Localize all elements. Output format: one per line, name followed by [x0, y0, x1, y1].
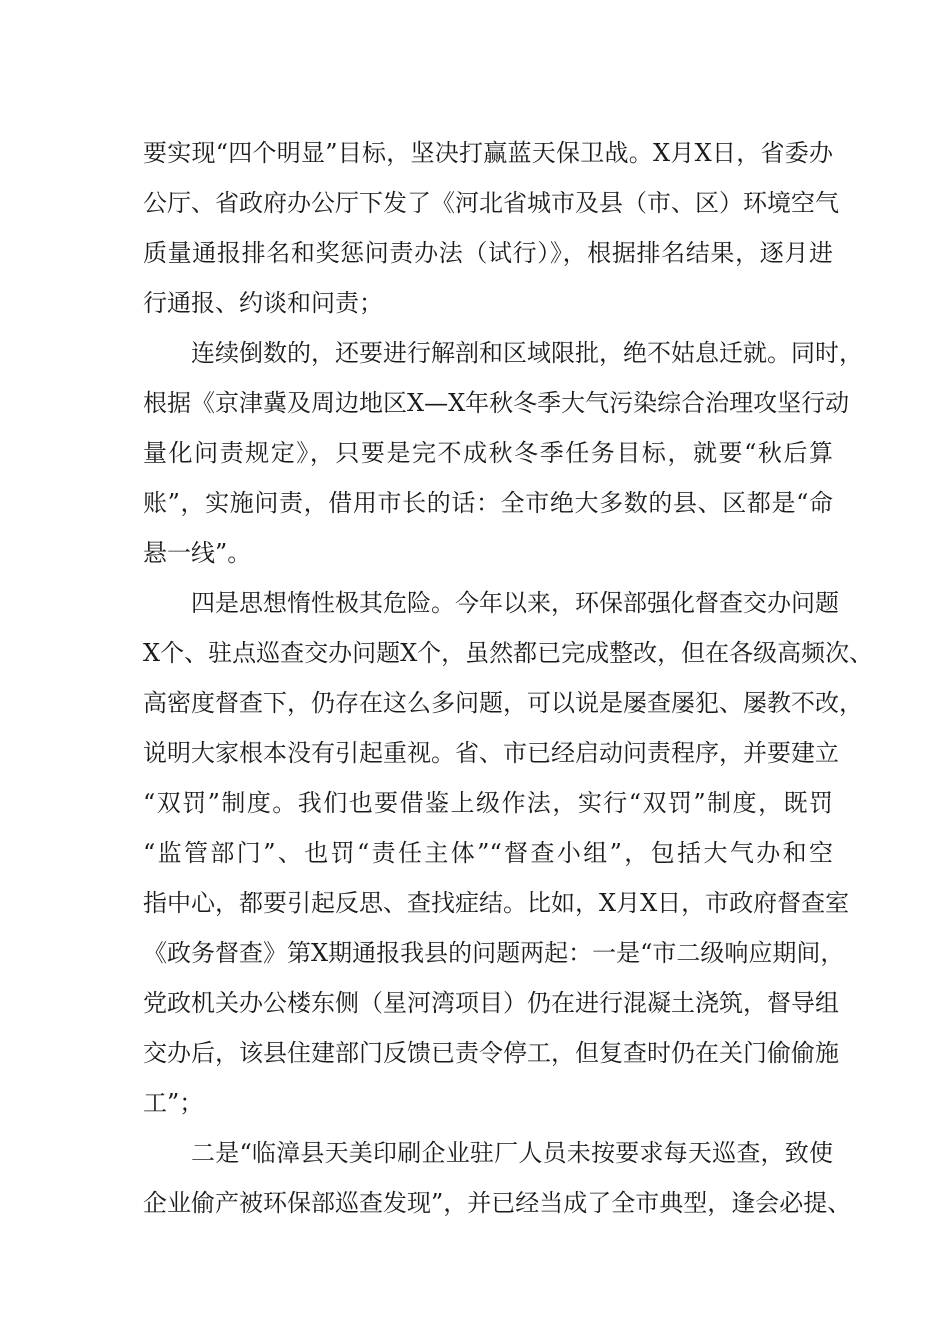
paragraph-3	[143, 578, 874, 1128]
text-line: 悬一线”。	[143, 539, 252, 567]
text-line: 指中心，都要引起反思、查找症结。比如，X月X日，市政府督查室	[143, 889, 850, 917]
text-line: 公厅、省政府办公厅下发了《河北省城市及县（市、区）环境空气	[143, 189, 839, 217]
text-line: “监管部门”、也罚“责任主体”“督查小组”，包括大气办和空	[143, 839, 833, 867]
text-line: 账”，实施问责，借用市长的话：全市绝大多数的县、区都是“命	[143, 489, 833, 517]
paragraph-2	[143, 328, 863, 578]
paragraph-4	[143, 1128, 852, 1228]
text-line: 工”；	[143, 1089, 204, 1117]
text-line: 交办后，该县住建部门反馈已责令停工，但复查时仍在关门偷偷施	[143, 1039, 839, 1067]
paragraph-1	[143, 128, 839, 328]
text-line: 行通报、约谈和问责；	[143, 289, 383, 317]
text-line: 根据《京津冀及周边地区X—X年秋冬季大气污染综合治理攻坚行动	[143, 389, 850, 417]
text-line: 量化问责规定》，只要是完不成秋冬季任务目标，就要“秋后算	[143, 439, 833, 467]
text-line: 要实现“四个明显”目标，坚决打赢蓝天保卫战。X月X日，省委办	[143, 139, 833, 167]
text-line: 质量通报排名和奖惩问责办法（试行）》，根据排名结果，逐月进	[143, 239, 833, 267]
document-body	[143, 128, 874, 1228]
text-line: 说明大家根本没有引起重视。省、市已经启动问责程序，并要建立	[143, 739, 839, 767]
text-line: 党政机关办公楼东侧（星河湾项目）仍在进行混凝土浇筑，督导组	[143, 989, 839, 1017]
text-line: 连续倒数的，还要进行解剖和区域限批，绝不姑息迁就。同时，	[191, 339, 863, 367]
text-line: 企业偷产被环保部巡查发现”，并已经当成了全市典型，逢会必提、	[143, 1189, 852, 1217]
text-line: “双罚”制度。我们也要借鉴上级作法，实行“双罚”制度，既罚	[143, 789, 833, 817]
text-line: 《政务督查》第X期通报我县的问题两起：一是“市二级响应期间，	[143, 939, 845, 967]
text-line: 高密度督查下，仍存在这么多问题，可以说是屡查屡犯、屡教不改，	[143, 689, 863, 717]
text-line: X个、驻点巡查交办问题X个，虽然都已完成整改，但在各级高频次、	[143, 639, 874, 667]
text-line: 二是“临漳县天美印刷企业驻厂人员未按要求每天巡查，致使	[191, 1139, 833, 1167]
text-line: 四是思想惰性极其危险。今年以来，环保部强化督查交办问题	[191, 589, 839, 617]
